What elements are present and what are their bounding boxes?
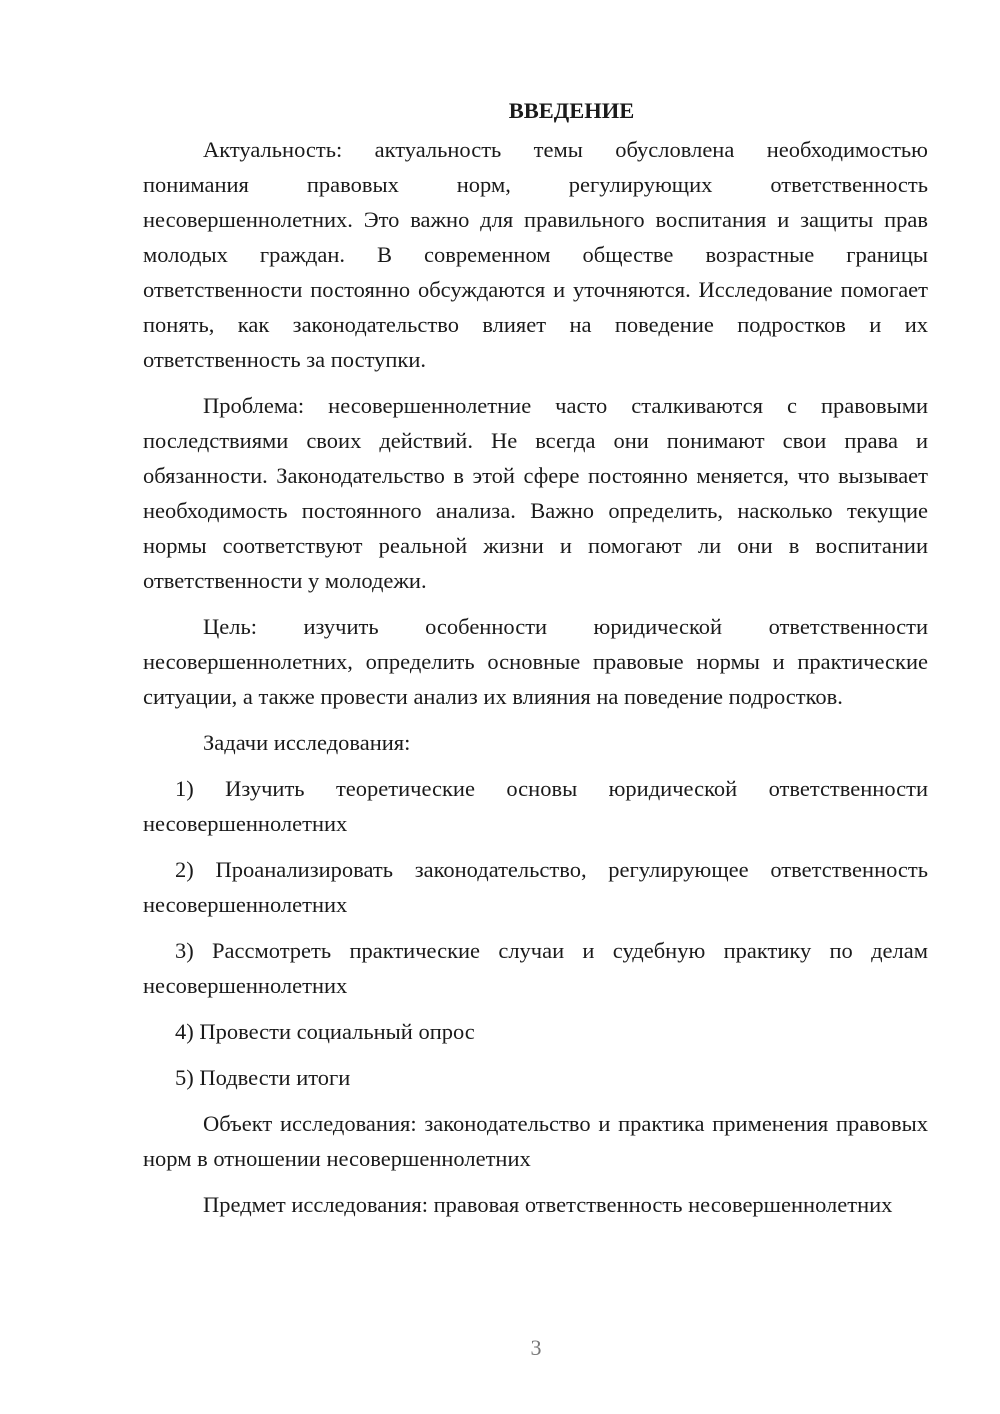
paragraph-goal: Цель: изучить особенности юридической ответственности несовершеннолетних, определить основные правовые нормы и практические ситуации, а также провести анализ их влияния на поведение подростков. xyxy=(143,614,928,709)
page-title: ВВЕДЕНИЕ xyxy=(508,98,635,123)
page-content xyxy=(143,93,928,1222)
paragraph-tasks-heading: Задачи исследования: xyxy=(203,730,411,755)
paragraph-object: Объект исследования: законодательство и практика применения правовых норм в отношении несовершеннолетних xyxy=(143,1111,928,1171)
task-item-2: 2) Проанализировать законодательство, регулирующее ответственность несовершеннолетних xyxy=(143,857,928,917)
task-item-1: 1) Изучить теоретические основы юридической ответственности несовершеннолетних xyxy=(143,776,928,836)
paragraph-problem: Проблема: несовершеннолетние часто сталкиваются с правовыми последствиями своих действий. Не всегда они понимают свои права и обязанности. Законодательство в этой сфере постоянно меняется, что вызывает необходимость постоянного анализа. Важно определить, насколько текущие нормы соответствуют реальной жизни и помогают ли они в воспитании ответственности у молодежи. xyxy=(143,393,928,593)
paragraph-relevance: Актуальность: актуальность темы обусловлена необходимостью понимания правовых норм, регулирующих ответственность несовершеннолетних. Это важно для правильного воспитания и защиты прав молодых граждан. В современном обществе возрастные границы ответственности постоянно обсуждаются и уточняются. Исследование помогает понять, как законодательство влияет на поведение подростков и их ответственность за поступки. xyxy=(143,137,928,372)
task-item-3: 3) Рассмотреть практические случаи и судебную практику по делам несовершеннолетних xyxy=(143,938,928,998)
task-item-4: 4) Провести социальный опрос xyxy=(175,1019,475,1044)
page-number: 3 xyxy=(530,1335,542,1360)
paragraph-subject: Предмет исследования: правовая ответственность несовершеннолетних xyxy=(203,1192,893,1217)
task-item-5: 5) Подвести итоги xyxy=(175,1065,351,1090)
